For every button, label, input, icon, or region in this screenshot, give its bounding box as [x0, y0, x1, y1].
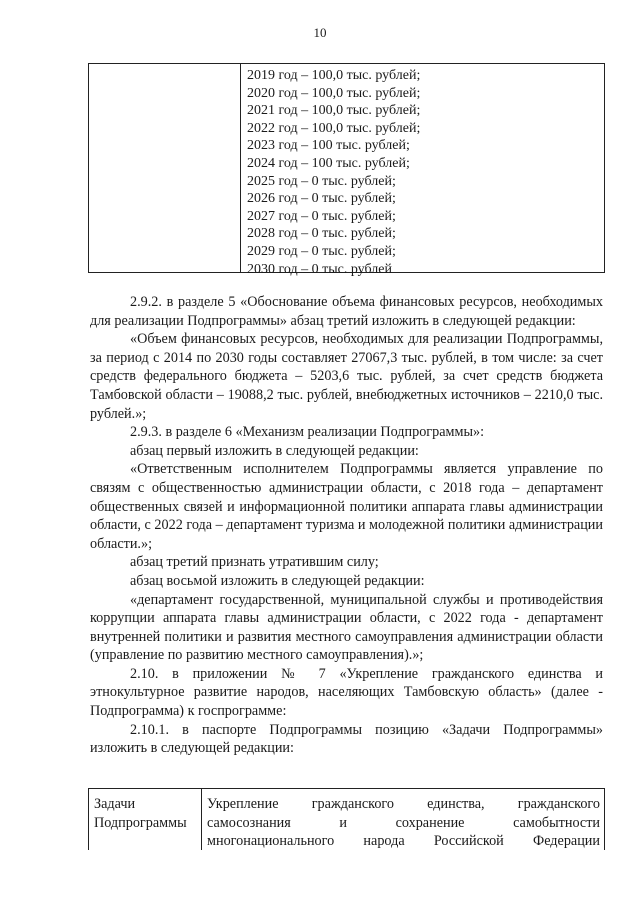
tasks-table-value-cell [202, 789, 604, 850]
funding-year-line: 2026 год – 0 тыс. рублей; [247, 191, 396, 207]
tasks-table-label-cell [89, 789, 202, 850]
funding-table-values-cell [241, 64, 604, 277]
paragraph: «Объем финансовых ресурсов, необходимых для реализации Подпрограммы, за период с 2014 по 2030 годы составляет 27067,3 тыс. рублей, в том числе: за счет средств федерального бюджета – 5203,6 тыс. рублей, за счет средств бюджета Тамбовской области – 19088,2 тыс. рублей, внебюджетных источников – 2210,0 тыс. рублей.»; [90, 331, 603, 422]
tasks-value-line: многонационального народа Российской Федерации [207, 833, 600, 850]
funding-table-empty-cell [89, 64, 241, 272]
paragraph: 2.10.1. в паспорте Подпрограммы позицию «Задачи Подпрограммы» изложить в следующей редакции: [90, 721, 603, 757]
funding-year-line: 2029 год – 0 тыс. рублей; [247, 243, 396, 259]
paragraph: абзац третий признать утратившим силу; [130, 554, 379, 571]
paragraph: 2.9.3. в разделе 6 «Механизм реализации Подпрограммы»: [130, 424, 485, 441]
document-body [90, 293, 603, 758]
tasks-value-line: самосознания и сохранение самобытности [207, 814, 600, 831]
paragraph: абзац восьмой изложить в следующей редакции: [130, 572, 425, 589]
funding-year-line: 2023 год – 100 тыс. рублей; [247, 138, 410, 154]
tasks-value-line: Укрепление гражданского единства, гражданского [207, 796, 600, 812]
paragraph: абзац первый изложить в следующей редакции: [130, 442, 419, 459]
funding-year-line: 2027 год – 0 тыс. рублей; [247, 208, 396, 224]
funding-year-line: 2024 год – 100 тыс. рублей; [247, 155, 410, 171]
funding-year-line: 2030 год – 0 тыс. рублей [247, 261, 392, 277]
page-number: 10 [313, 25, 327, 40]
funding-year-line: 2021 год – 100,0 тыс. рублей; [247, 103, 421, 119]
paragraph: «департамент государственной, муниципальной службы и противодействия коррупции аппарата главы администрации области, с 2022 года - департамент внутренней политики и развития местного самоуправления администрации области (управление по развитию местного самоуправления).»; [90, 591, 603, 664]
funding-year-line: 2019 год – 100,0 тыс. рублей; [247, 68, 421, 83]
funding-year-line: 2025 год – 0 тыс. рублей; [247, 173, 396, 189]
funding-table [88, 63, 605, 277]
paragraph: «Ответственным исполнителем Подпрограммы является управление по связям с общественностью администрации области, с 2018 года – департамент общественных связей и информационной политики аппарата главы администрации области, с 2022 года – департамент туризма и молодежной политики администрации области.»; [90, 461, 603, 552]
funding-year-line: 2020 год – 100,0 тыс. рублей; [247, 85, 421, 101]
paragraph: 2.10. в приложении № 7 «Укрепление гражданского единства и этнокультурное развитие народов, населяющих Тамбовскую область» (далее - Подпрограмма) к госпрограмме: [90, 665, 603, 720]
funding-year-line: 2022 год – 100,0 тыс. рублей; [247, 120, 421, 136]
tasks-table [88, 788, 605, 850]
tasks-label-line: Подпрограммы [94, 814, 187, 831]
paragraph: 2.9.2. в разделе 5 «Обоснование объема финансовых ресурсов, необходимых для реализации Подпрограммы» абзац третий изложить в следующей редакции: [90, 294, 603, 329]
tasks-label-line: Задачи [94, 796, 136, 812]
funding-year-line: 2028 год – 0 тыс. рублей; [247, 226, 396, 242]
